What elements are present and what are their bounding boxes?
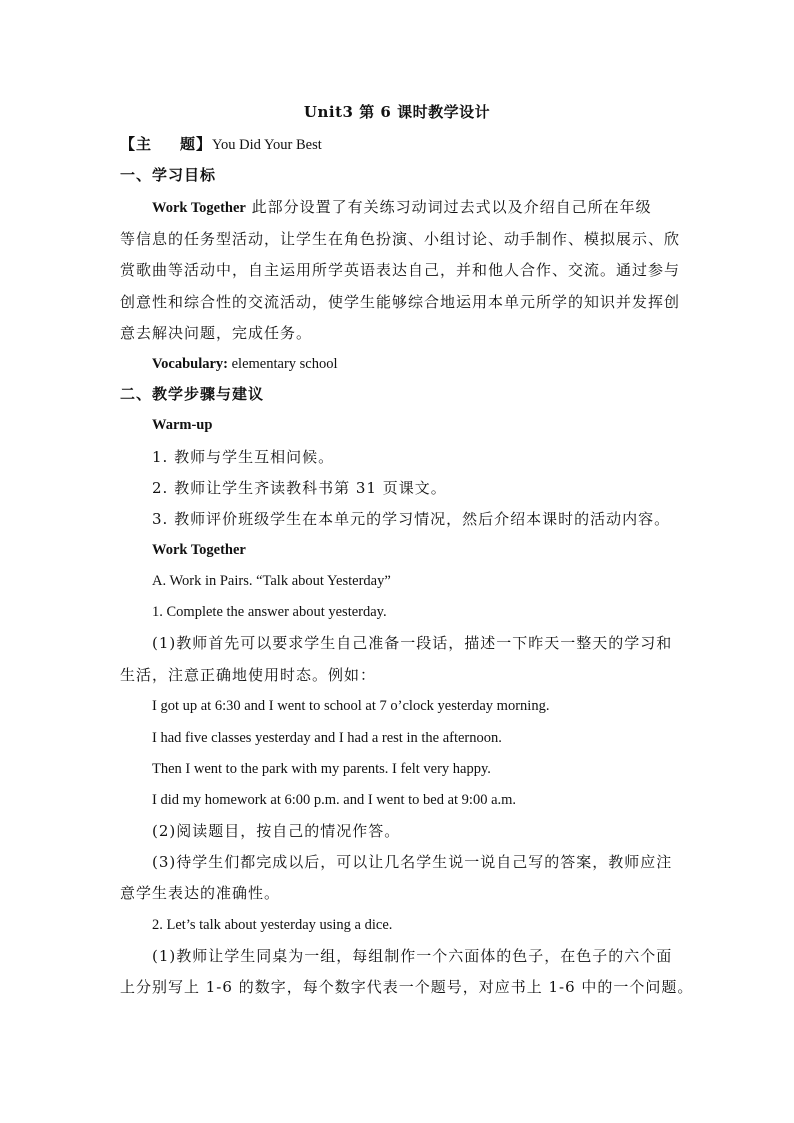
section1-para-line-4: 意去解决问题，完成任务。 (120, 324, 313, 342)
p3-line-1: 意学生表达的准确性。 (120, 884, 281, 902)
section1-para-line-1: 等信息的任务型活动，让学生在角色扮演、小组讨论、动手制作、模拟展示、欣 (120, 230, 681, 248)
section1-para-line-0: Work Together 此部分设置了有关练习动词过去式以及介绍自己所在年级 (152, 198, 652, 216)
item-2: 2. Let’s talk about yesterday using a dice. (152, 917, 393, 933)
p1-line-0: (1)教师首先可以要求学生自己准备一段话，描述一下昨天一整天的学习和 (152, 634, 673, 652)
section1-para-line-3: 创意性和综合性的交流活动，使学生能够综合地运用本单元所学的知识并发挥创 (120, 293, 681, 311)
vocabulary-line (152, 353, 338, 374)
example-1: I got up at 6:30 and I went to school at 7 o’clock yesterday morning. (152, 698, 550, 714)
activity-a: A. Work in Pairs. “Talk about Yesterday” (152, 573, 391, 589)
section2-heading: 二、教学步骤与建议 (120, 385, 265, 403)
p3-line-0: (3)待学生们都完成以后，可以让几名学生说一说自己写的答案，教师应注 (152, 853, 673, 871)
example-2: I had five classes yesterday and I had a rest in the afternoon. (152, 730, 502, 746)
example-4: I did my homework at 6:00 p.m. and I went to bed at 9:00 a.m. (152, 792, 517, 808)
warmup-item-2: 2. 教师让学生齐读教科书第 31 页课文。 (152, 479, 447, 497)
section1-heading: 一、学习目标 (120, 166, 217, 184)
warmup-label: Warm-up (152, 417, 213, 433)
warmup-item-3: 3. 教师评价班级学生在本单元的学习情况，然后介绍本课时的活动内容。 (152, 510, 671, 528)
work-together-label: Work Together (152, 542, 246, 558)
p4-line-1: 上分别写上 1-6 的数字，每个数字代表一个题号，对应书上 1-6 中的一个问题。 (120, 978, 694, 996)
p4-line-0: (1)教师让学生同桌为一组，每组制作一个六面体的色子，在色子的六个面 (152, 947, 673, 965)
vocabulary-label: Vocabulary: (152, 356, 228, 372)
section1-para-line-2: 赏歌曲等活动中，自主运用所学英语表达自己，并和他人合作、交流。通过参与 (120, 261, 681, 279)
vocabulary-text: elementary school (228, 356, 338, 372)
item-1: 1. Complete the answer about yesterday. (152, 604, 387, 620)
warmup-item-1: 1. 教师与学生互相问候。 (152, 448, 335, 466)
topic-label-close: 题】 (180, 135, 213, 153)
page-title: Unit3 第 6 课时教学设计 (303, 103, 491, 121)
work-together-lead: Work Together (152, 200, 246, 216)
topic-line (120, 134, 322, 155)
topic-label-open: 【主 (120, 135, 153, 153)
p2: (2)阅读题目，按自己的情况作答。 (152, 822, 401, 840)
p1-line-1: 生活，注意正确地使用时态。例如： (120, 666, 377, 684)
topic-value: You Did Your Best (212, 137, 322, 153)
example-3: Then I went to the park with my parents. I felt very happy. (152, 761, 491, 777)
